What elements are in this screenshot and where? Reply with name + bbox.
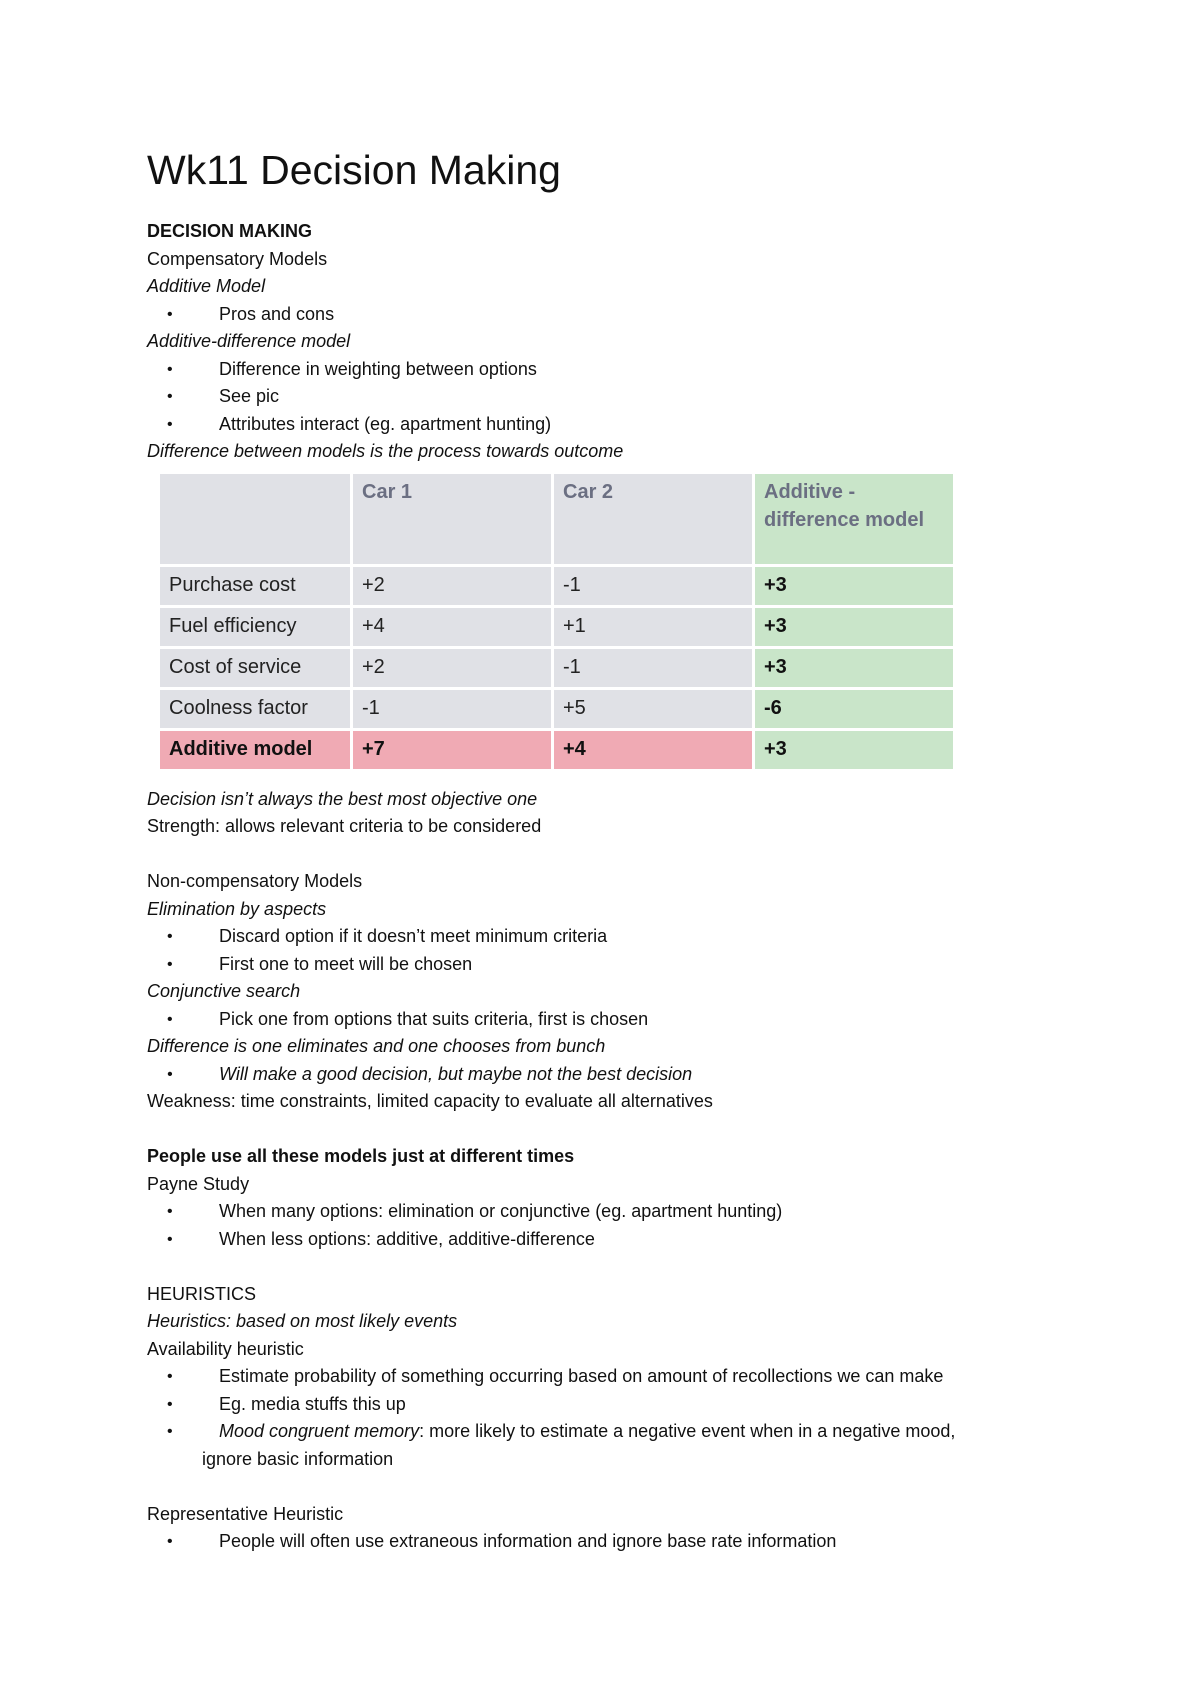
table-header-cell — [160, 474, 350, 564]
list-item-continuation: ignore basic information — [202, 1448, 394, 1469]
table-header-cell: Car 2 — [554, 474, 752, 564]
table-cell: -1 — [554, 649, 752, 687]
table-cell: +1 — [554, 608, 752, 646]
strength-line: Strength: allows relevant criteria to be considered — [147, 816, 542, 836]
table-cell: -1 — [353, 690, 551, 728]
row-label: Additive model — [160, 731, 350, 769]
subheading-payne-study: Payne Study — [147, 1173, 250, 1194]
table-cell: +2 — [353, 567, 551, 605]
subheading-availability: Availability heuristic — [147, 1338, 304, 1359]
bullet-icon: • — [167, 955, 173, 973]
list-item: • Mood congruent memory: more likely to estimate a negative event when in a negative mood, — [147, 1418, 1087, 1446]
list-item: • Difference in weighting between options — [147, 356, 1087, 384]
table-row — [160, 649, 953, 687]
table-cell: +4 — [554, 731, 752, 769]
note-difference-between-models: Difference between models is the process towards outcome — [147, 441, 624, 461]
table-row — [160, 567, 953, 605]
subheading-compensatory: Compensatory Models — [147, 248, 328, 269]
bullet-icon: • — [167, 928, 173, 945]
bullet-icon: • — [167, 1065, 173, 1083]
table-cell: +3 — [755, 731, 953, 769]
term-mood-congruent-memory: Mood congruent memory — [219, 1421, 420, 1441]
list-item: • When many options: elimination or conjunctive (eg. apartment hunting) — [147, 1198, 1087, 1226]
bullet-icon: • — [167, 415, 173, 433]
subheading-additive-difference: Additive-difference model — [147, 331, 351, 351]
bullet-icon: • — [167, 360, 173, 378]
section-heading-heuristics: HEURISTICS — [147, 1283, 257, 1304]
subheading-elimination: Elimination by aspects — [147, 898, 327, 919]
table-cell: +3 — [755, 608, 953, 646]
table-cell: +5 — [554, 690, 752, 728]
bullet-icon: • — [167, 1533, 173, 1550]
note-decision: Decision isn’t always the best most objective one — [147, 788, 538, 809]
bullet-icon: • — [167, 1010, 173, 1028]
list-item: • Pros and cons — [147, 301, 1087, 329]
bullet-icon: • — [167, 1395, 173, 1413]
row-label: Fuel efficiency — [160, 608, 350, 646]
list-item: • Estimate probability of something occurring based on amount of recollections we can make — [147, 1363, 1087, 1391]
spacer — [147, 841, 1087, 869]
list-item: • Pick one from options that suits criteria, first is chosen — [147, 1006, 1087, 1034]
row-label: Coolness factor — [160, 690, 350, 728]
spacer — [147, 1253, 1087, 1281]
list-item: • Will make a good decision, but maybe not the best decision — [147, 1061, 1087, 1089]
bullet-icon: • — [167, 1368, 173, 1385]
comparison-table — [157, 471, 956, 772]
bullet-icon: • — [167, 1423, 173, 1440]
table-cell: +4 — [353, 608, 551, 646]
list-item: • First one to meet will be chosen — [147, 951, 1087, 979]
row-label: Cost of service — [160, 649, 350, 687]
subheading-non-compensatory: Non-compensatory Models — [147, 871, 363, 891]
list-item: • When less options: additive, additive-difference — [147, 1226, 1087, 1254]
table-cell: +2 — [353, 649, 551, 687]
spacer — [147, 1116, 1087, 1144]
list-item: • Attributes interact (eg. apartment hunting) — [147, 411, 1087, 439]
bullet-icon: • — [167, 305, 173, 323]
table-header-row — [160, 474, 953, 564]
table-cell: +7 — [353, 731, 551, 769]
heading-people-use-models: People use all these models just at different times — [147, 1146, 575, 1166]
table-cell: -6 — [755, 690, 953, 728]
subheading-additive-model: Additive Model — [147, 276, 266, 296]
table-cell: +3 — [755, 567, 953, 605]
note-difference-eliminates: Difference is one eliminates and one chooses from bunch — [147, 1036, 606, 1056]
table-row — [160, 690, 953, 728]
bullet-icon: • — [167, 1230, 173, 1248]
table-cell: -1 — [554, 567, 752, 605]
bullet-icon: • — [167, 388, 173, 405]
section-heading-decision-making: DECISION MAKING — [147, 221, 313, 241]
list-item: • Discard option if it doesn’t meet minimum criteria — [147, 923, 1087, 951]
list-item: • People will often use extraneous information and ignore base rate information — [147, 1528, 1087, 1556]
table-row — [160, 608, 953, 646]
list-item: • Eg. media stuffs this up — [147, 1391, 1087, 1419]
heuristics-definition: Heuristics: based on most likely events — [147, 1311, 458, 1331]
subheading-representative: Representative Heuristic — [147, 1503, 344, 1524]
row-label: Purchase cost — [160, 567, 350, 605]
subheading-conjunctive: Conjunctive search — [147, 981, 301, 1001]
table-header-cell: Car 1 — [353, 474, 551, 564]
page-title: Wk11 Decision Making — [147, 147, 561, 193]
table-header-cell: Additive - difference model — [755, 474, 953, 564]
bullet-icon: • — [167, 1203, 173, 1220]
list-item: • See pic — [147, 383, 1087, 411]
table-row-total — [160, 731, 953, 769]
table-cell: +3 — [755, 649, 953, 687]
document-page — [147, 140, 1087, 1556]
spacer — [147, 1473, 1087, 1501]
weakness-line: Weakness: time constraints, limited capacity to evaluate all alternatives — [147, 1091, 713, 1111]
